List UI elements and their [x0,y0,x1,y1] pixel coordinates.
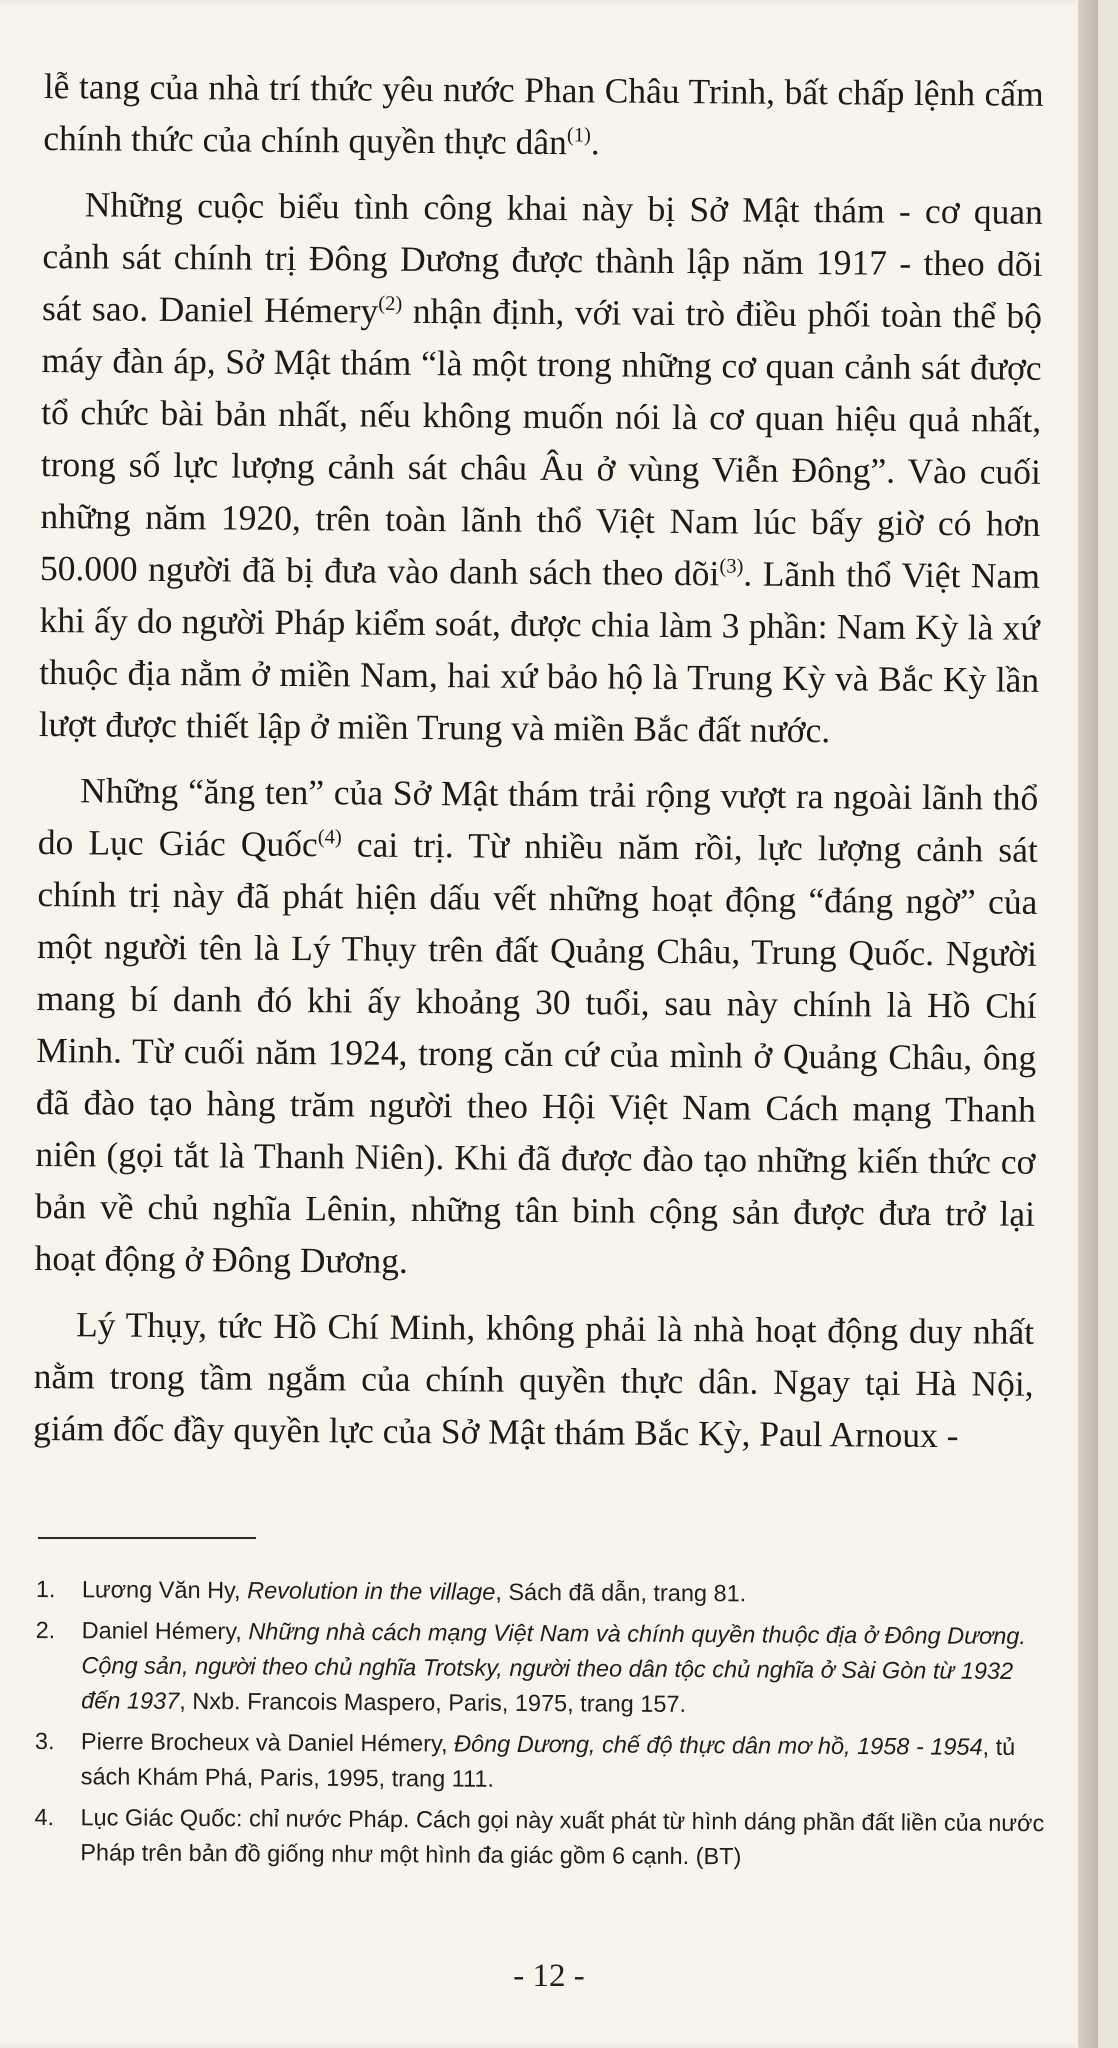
footnotes [34,1572,1046,1882]
footnote [34,1800,1044,1876]
main-text [33,60,1044,1462]
footnote-reference: (1) [566,124,592,147]
text-run: Daniel Hémery, [81,1617,249,1645]
text-run: nhận định, với vai trò điều phối toàn thể bộ máy đàn áp, Sở Mật thám “là một trong những cơ quan cảnh sát được tổ chức bài bản nhất, nếu không muốn nói là cơ quan hiệu quả nhất, trong số lực lượng cảnh sát châu Âu ở vùng Viễn Đông”. Vào cuối những năm 1920, trên toàn lãnh thổ Việt Nam lúc bấy giờ có hơn 50.000 người đã bị đưa vào danh sách theo dõi [39,290,1043,594]
text-run: Lương Văn Hy, [81,1576,248,1604]
text-run: lễ tang của nhà trí thức yêu nước Phan Châu Trinh, bất chấp lệnh cấm chính thức của chính quyền thực dân [43,65,1044,163]
footnote-reference: (2) [378,292,403,315]
text-run: Những cuộc biểu tình công khai này bị Sở Mật thám - cơ quan cảnh sát chính trị Đông Dương được thành lập năm 1917 - theo dõi sát sao. Daniel Hémery [41,184,1043,331]
footnote [36,1572,1046,1613]
text-run: Pierre Brocheux và Daniel Hémery, [80,1728,455,1757]
text-run: Lục Giác Quốc: chỉ nước Pháp. Cách gọi này xuất phát từ hình dáng phần đất liền của nước Pháp trên bản đồ giống như một hình đa giác gồm 6 cạnh. (BT) [80,1804,1045,1870]
footnote-divider [38,1537,256,1539]
text-run: , Nxb. Francois Maspero, Paris, 1975, trang 157. [179,1687,687,1717]
text-run: . [590,122,600,163]
italic-title: Những nhà cách mạng Việt Nam và chính quyền thuộc địa ở Đông Dương. Cộng sản, người theo chủ nghĩa Trotsky, người theo dân tộc chủ nghĩa ở Sài Gòn từ 1932 đến 1937 [81,1618,1027,1714]
footnote-text [81,1613,1046,1724]
paragraph [33,1298,1034,1462]
italic-title: Revolution in the village [247,1577,496,1605]
footnote-number: 2. [35,1616,56,1644]
text-run: Những “ăng ten” của Sở Mật thám trải rộng vượt ra ngoài lãnh thổ do Lục Giác Quốc [37,770,1039,865]
text-run: , Sách đã dẫn, trang 81. [495,1578,747,1607]
italic-title: Đông Dương, chế độ thực dân mơ hồ, 1958 - 1954 [453,1730,983,1760]
footnote-number: 1. [35,1575,56,1603]
footnote-number: 4. [34,1803,55,1831]
footnote-text [80,1800,1044,1876]
text-run: Lý Thụy, tức Hồ Chí Minh, không phải là nhà hoạt động duy nhất nằm trong tầm ngắm của chính quyền thực dân. Ngay tại Hà Nội, giám đốc đầy quyền lực của Sở Mật thám Bắc Kỳ, Paul Arnoux - [33,1304,1035,1456]
footnote-text [82,1572,1046,1613]
paragraph [34,764,1038,1292]
footnote [35,1724,1045,1800]
paragraph [39,178,1043,758]
page-edge [1078,0,1098,2048]
footnote-reference: (3) [719,555,744,578]
page-number: - 12 - [513,1958,585,1994]
text-run: . Lãnh thổ Việt Nam khi ấy do người Pháp kiểm soát, được chia làm 3 phần: Nam Kỳ là xứ thuộc địa nằm ở miền Nam, hai xứ bảo hộ là Trung Kỳ và Bắc Kỳ lần lượt được thiết lập ở miền Trung và miền Bắc đất nước. [38,553,1041,751]
footnote-reference: (4) [317,826,342,849]
footnote-number: 3. [34,1727,55,1755]
paragraph [43,60,1044,172]
footnote [35,1613,1046,1724]
footnote-text [81,1724,1045,1800]
text-run: , tủ sách Khám Phá, Paris, 1995, trang 111. [80,1733,1016,1792]
text-run: cai trị. Từ nhiều năm rồi, lực lượng cảnh sát chính trị này đã phát hiện dấu vết những hoạt động “đáng ngờ” của một người tên là Lý Thụy trên đất Quảng Châu, Trung Quốc. Người mang bí danh đó khi ấy khoảng 30 tuổi, sau này chính là Hồ Chí Minh. Từ cuối năm 1924, trong căn cứ của mình ở Quảng Châu, ông đã đào tạo hàng trăm người theo Hội Việt Nam Cách mạng Thanh niên (gọi tắt là Thanh Niên). Khi đã được đào tạo những kiến thức cơ bản về chủ nghĩa Lênin, những tân binh cộng sản được đưa trở lại hoạt động ở Đông Dương. [34,824,1038,1281]
